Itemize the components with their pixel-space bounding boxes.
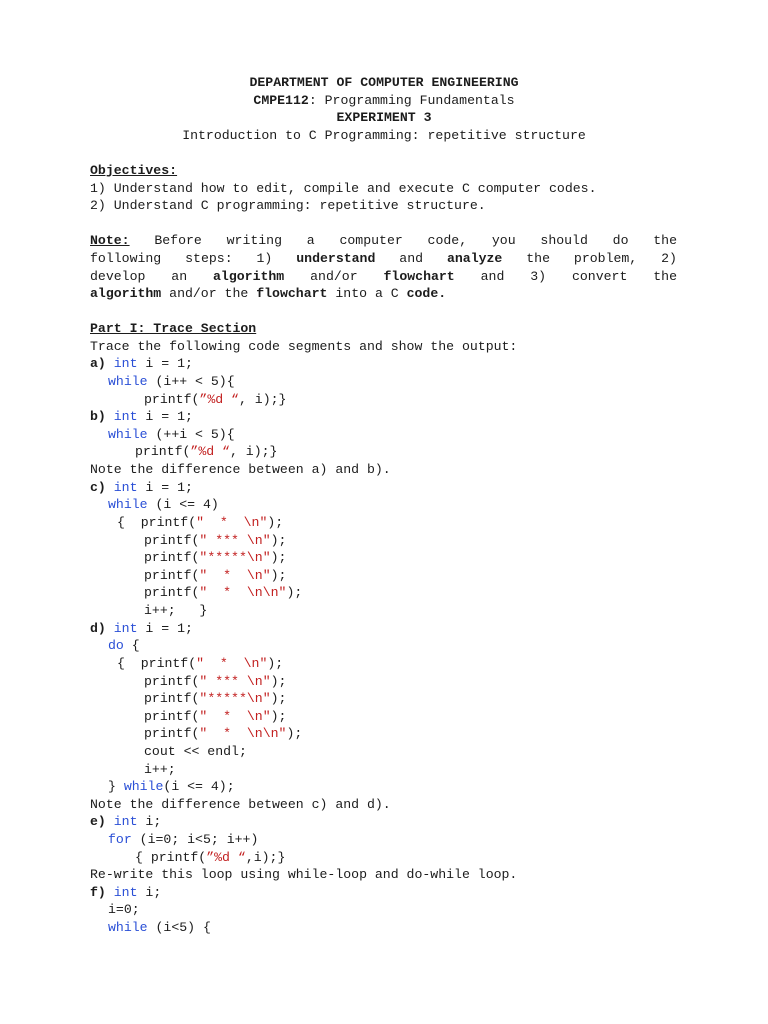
- note-text: and/or the: [169, 286, 249, 301]
- code-text: printf(: [144, 585, 200, 600]
- code-line: [90, 355, 193, 373]
- note-text: following steps: 1): [90, 251, 273, 266]
- code-text: );: [270, 691, 287, 706]
- code-line: [90, 479, 193, 497]
- string-literal: "*****\n": [199, 691, 271, 706]
- code-text: printf(: [144, 726, 200, 741]
- code-line: i=0;: [108, 902, 140, 917]
- keyword: while: [108, 497, 148, 512]
- string-literal: "*****\n": [199, 550, 271, 565]
- code-text: );: [270, 709, 287, 724]
- code-text: );: [270, 674, 287, 689]
- segment-label: e): [90, 814, 106, 829]
- code-line: [108, 831, 258, 849]
- keyword: while: [108, 920, 148, 935]
- code-line: [90, 884, 161, 902]
- code-text: i;: [137, 814, 162, 829]
- code-text: printf(: [144, 392, 200, 407]
- code-text: i = 1;: [137, 409, 193, 424]
- code-text: i = 1;: [137, 621, 193, 636]
- string-literal: ”%d “: [199, 392, 239, 407]
- note-text: into a C: [335, 286, 399, 301]
- code-line: [108, 496, 219, 514]
- keyword: int: [113, 356, 138, 371]
- code-line: [144, 708, 286, 726]
- code-text: (i <= 4): [147, 497, 219, 512]
- note-text: develop an: [90, 269, 188, 284]
- code-text: );: [267, 656, 284, 671]
- rewrite-instruction: Re-write this loop using while-loop and do-while loop.: [90, 867, 518, 882]
- code-text: printf(: [144, 550, 200, 565]
- code-text: );: [267, 515, 284, 530]
- code-text: ,i);}: [245, 850, 286, 865]
- note-emphasis: algorithm: [213, 269, 285, 284]
- string-literal: " *** \n": [199, 533, 271, 548]
- code-text: );: [270, 550, 287, 565]
- objective-item: 1) Understand how to edit, compile and execute C computer codes.: [90, 181, 597, 196]
- note-text: and 3) convert the: [480, 269, 677, 284]
- keyword: int: [113, 409, 138, 424]
- code-text: {: [123, 638, 140, 653]
- code-text: i = 1;: [137, 480, 193, 495]
- code-line: [144, 584, 302, 602]
- string-literal: " * \n": [199, 568, 271, 583]
- note-line-1: [90, 232, 677, 250]
- code-text: (++i < 5){: [147, 427, 235, 442]
- code-line: [108, 637, 140, 655]
- code-text: printf(: [135, 444, 191, 459]
- code-text: }: [108, 779, 124, 794]
- part1-heading: Part I: Trace Section: [90, 321, 257, 336]
- segment-label: c): [90, 480, 106, 495]
- note-difference: Note the difference between a) and b).: [90, 462, 391, 477]
- code-text: );: [270, 533, 287, 548]
- keyword: while: [123, 779, 164, 794]
- string-literal: ”%d “: [206, 850, 246, 865]
- note-emphasis: understand: [296, 251, 376, 266]
- code-line: i++;: [144, 762, 176, 777]
- code-text: (i<5) {: [147, 920, 211, 935]
- note-difference: Note the difference between c) and d).: [90, 797, 391, 812]
- code-line: [144, 549, 286, 567]
- string-literal: " * \n\n": [199, 585, 287, 600]
- code-text: printf(: [144, 691, 200, 706]
- string-literal: " * \n": [196, 656, 268, 671]
- code-text: { printf(: [117, 515, 197, 530]
- segment-label: b): [90, 409, 106, 424]
- note-text: and/or: [310, 269, 358, 284]
- objectives-heading: Objectives:: [90, 163, 178, 178]
- code-text: i = 1;: [137, 356, 193, 371]
- code-text: printf(: [144, 674, 200, 689]
- note-text: the problem, 2): [526, 251, 677, 266]
- note-line-2: [90, 250, 677, 268]
- note-emphasis: algorithm: [90, 286, 162, 301]
- code-line: [90, 813, 161, 831]
- code-line: [108, 919, 211, 937]
- keyword: do: [108, 638, 124, 653]
- code-text: i;: [137, 885, 162, 900]
- keyword: for: [108, 832, 132, 847]
- code-text: printf(: [144, 568, 200, 583]
- code-text: );: [286, 585, 303, 600]
- code-line: [117, 655, 283, 673]
- code-line: [135, 443, 277, 461]
- code-text: (i <= 4);: [163, 779, 235, 794]
- code-line: [144, 567, 286, 585]
- note-emphasis: analyze: [446, 251, 503, 266]
- code-text: );: [286, 726, 303, 741]
- department-title: DEPARTMENT OF COMPUTER ENGINEERING: [249, 75, 519, 90]
- note-line-3: [90, 268, 677, 286]
- note-text: and: [399, 251, 424, 266]
- experiment-title: EXPERIMENT 3: [336, 110, 432, 125]
- course-code: CMPE112: [253, 93, 309, 108]
- segment-label: a): [90, 356, 106, 371]
- code-line: [144, 532, 286, 550]
- string-literal: " *** \n": [199, 674, 271, 689]
- code-text: , i);}: [238, 392, 287, 407]
- code-text: { printf(: [117, 656, 197, 671]
- note-text: Before writing a computer code, you should do the: [154, 233, 677, 248]
- code-line: [90, 408, 193, 426]
- code-line: [144, 391, 286, 409]
- experiment-subtitle: Introduction to C Programming: repetitive structure: [182, 128, 586, 143]
- code-line: [144, 673, 286, 691]
- code-line: [108, 778, 235, 796]
- code-text: printf(: [144, 709, 200, 724]
- note-line-4: [90, 285, 446, 303]
- code-line: [135, 849, 285, 867]
- segment-label: f): [90, 885, 106, 900]
- part1-intro: Trace the following code segments and show the output:: [90, 339, 518, 354]
- course-line: [0, 92, 768, 110]
- code-text: (i++ < 5){: [147, 374, 235, 389]
- code-line: i++; }: [144, 603, 208, 618]
- code-line: cout << endl;: [144, 744, 247, 759]
- code-line: [108, 373, 235, 391]
- segment-label: d): [90, 621, 106, 636]
- code-line: [144, 725, 302, 743]
- keyword: int: [113, 814, 138, 829]
- code-text: { printf(: [135, 850, 207, 865]
- code-line: [144, 690, 286, 708]
- keyword: int: [113, 621, 138, 636]
- code-text: (i=0; i<5; i++): [131, 832, 259, 847]
- note-emphasis: flowchart: [383, 269, 455, 284]
- keyword: while: [108, 427, 148, 442]
- keyword: int: [113, 480, 138, 495]
- code-line: [90, 620, 193, 638]
- string-literal: " * \n\n": [199, 726, 287, 741]
- course-name: : Programming Fundamentals: [308, 93, 515, 108]
- objective-item: 2) Understand C programming: repetitive structure.: [90, 198, 486, 213]
- keyword: while: [108, 374, 148, 389]
- note-emphasis: code.: [406, 286, 447, 301]
- keyword: int: [113, 885, 138, 900]
- code-text: );: [270, 568, 287, 583]
- note-emphasis: flowchart: [256, 286, 328, 301]
- note-label: Note:: [90, 233, 130, 248]
- code-line: [117, 514, 283, 532]
- code-text: , i);}: [229, 444, 278, 459]
- string-literal: " * \n": [196, 515, 268, 530]
- code-text: printf(: [144, 533, 200, 548]
- code-line: [108, 426, 235, 444]
- string-literal: " * \n": [199, 709, 271, 724]
- string-literal: ”%d “: [190, 444, 230, 459]
